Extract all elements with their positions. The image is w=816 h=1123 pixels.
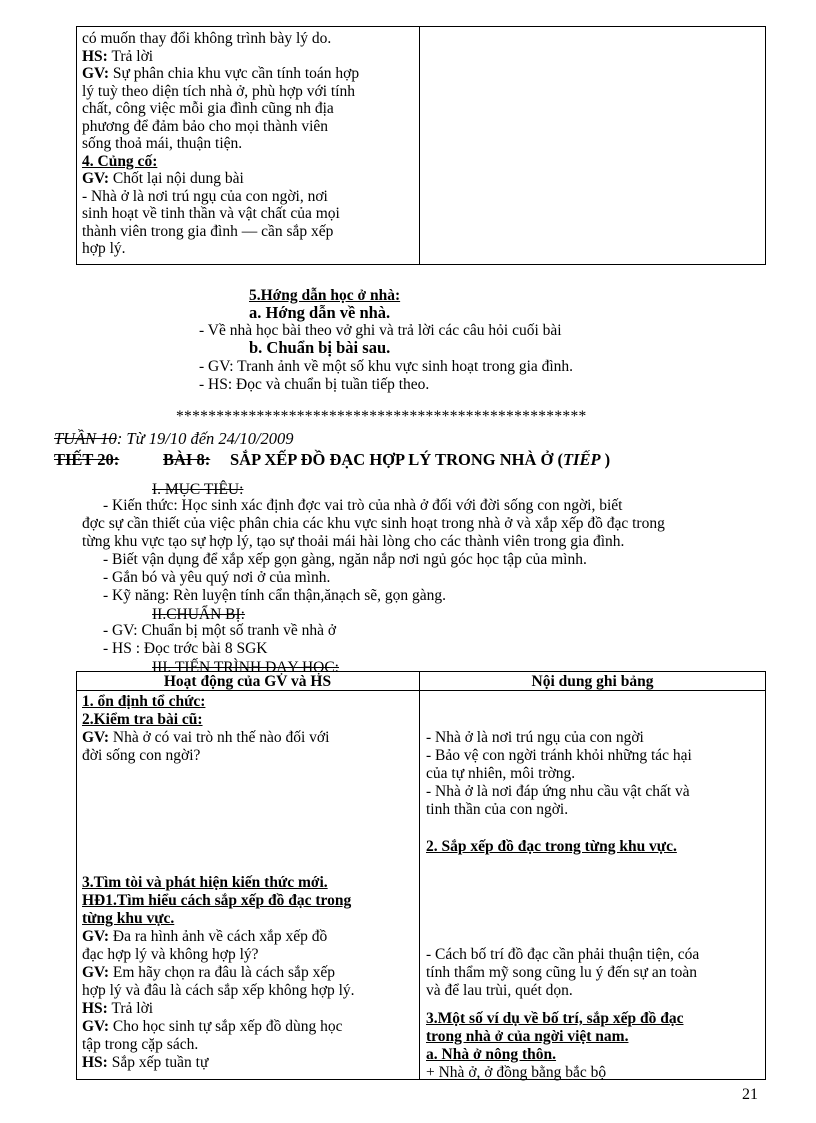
period-label: TIẾT 20:	[54, 450, 120, 469]
preparation-line: - GV: Chuẩn bị một số tranh về nhà ở	[103, 622, 337, 639]
text-line: hợp lý.	[82, 240, 126, 257]
col-header-board-content: Nội dung ghi bảng	[531, 673, 654, 690]
top-table-left-cell	[82, 30, 418, 258]
text-line: - Nhà ở là nơi trú ngụ của con ngời	[426, 729, 644, 746]
objectives-line: - Kỹ năng: Rèn luyện tính cẩn thận,ănạch sẽ, gọn gàng.	[103, 587, 447, 604]
consolidation-heading: 4. Củng cố:	[82, 152, 158, 170]
text-line: hợp lý và đâu là cách sắp xếp không hợp lý.	[82, 982, 355, 999]
text-line: GV: Sự phân chia khu vực cần tính toán hợp	[82, 65, 360, 82]
text-line: có muốn thay đổi không trình bày lý do.	[82, 30, 332, 47]
text-line: tính thẩm mỹ song cũng lu ý đến sự an toàn	[426, 964, 698, 981]
text-line: HS: Trả lời	[82, 1000, 154, 1017]
main-table-divider	[419, 671, 420, 1080]
text-line: sống thoả mái, thuận tiện.	[82, 135, 243, 152]
top-table-divider	[419, 26, 420, 265]
section-3-heading: trong nhà ở của ngời việt nam.	[426, 1028, 629, 1045]
text-line: - Nhà ở là nơi trú ngụ của con ngời, nơi	[82, 187, 328, 205]
text-line: GV: Cho học sinh tự sắp xếp đồ dùng học	[82, 1018, 343, 1035]
homework-line-b2: - HS: Đọc và chuẩn bị tuần tiếp theo.	[199, 376, 430, 393]
text-line: GV: Nhà ở có vai trò nh thế nào đối với	[82, 729, 330, 746]
objectives-line: đợc sự cần thiết của việc phân chia các khu vực sinh hoạt trong nhà ở và xắp xếp đồ đạc trong	[82, 515, 665, 532]
text-line: tập trong cặp sách.	[82, 1036, 199, 1053]
lesson-title: SẮP XẾP ĐỒ ĐẠC HỢP LÝ TRONG NHÀ Ở (TIẾP )	[230, 450, 611, 469]
homework-line-a: - Về nhà học bài theo vở ghi và trả lời các câu hỏi cuối bài	[199, 322, 562, 339]
homework-line-b1: - GV: Tranh ảnh về một số khu vực sinh hoạt trong gia đình.	[199, 358, 574, 375]
page-number: 21	[742, 1086, 758, 1103]
hd1-heading: từng khu vực.	[82, 910, 175, 927]
text-line: của tự nhiên, môi trờng.	[426, 765, 576, 782]
text-line: - Bảo vệ con ngời tránh khỏi những tác hại	[426, 747, 692, 764]
process-heading: III. TIẾN TRÌNH DẠY HỌC:	[152, 659, 339, 676]
preparation-line: - HS : Đọc trớc bài 8 SGK	[103, 640, 268, 657]
week-dates: : Từ 19/10 đến 24/10/2009	[116, 429, 294, 448]
col-header-activities: Hoạt động của GV và HS	[163, 673, 332, 690]
text-line: đạc hợp lý và không hợp lý?	[82, 946, 259, 963]
text-line: GV: Chốt lại nội dung bài	[82, 170, 244, 187]
text-line: GV: Em hãy chọn ra đâu là cách sắp xếp	[82, 964, 335, 981]
objectives-line: - Kiến thức: Học sinh xác định đợc vai trò của nhà ở đối với đời sống con ngời, biết	[103, 497, 623, 514]
subsection-a-heading: a. Nhà ở nông thôn.	[426, 1046, 557, 1063]
section-2-heading: 2. Sắp xếp đồ đạc trong từng khu vực.	[426, 838, 677, 855]
text-line: - Nhà ở là nơi đáp ứng nhu cầu vật chất và	[426, 783, 690, 800]
separator-stars: ***************************************************	[176, 408, 587, 425]
text-line: và để lau trùi, quét dọn.	[426, 982, 573, 999]
text-line: - Cách bố trí đồ đạc cần phải thuận tiện, cóa	[426, 946, 700, 963]
hd1-heading: HĐ1.Tìm hiểu cách sắp xếp đồ đạc trong	[82, 892, 352, 909]
stabilize-heading: 1. ổn định tổ chức:	[82, 693, 206, 710]
homework-heading: 5.Hớng dẫn học ở nhà:	[249, 287, 401, 304]
text-line: + Nhà ở, ở đồng bằng bắc bộ	[426, 1064, 607, 1081]
objectives-heading: I. MỤC TIÊU:	[152, 481, 244, 498]
week-line	[54, 430, 294, 448]
lesson-number: BÀI 8:	[163, 450, 211, 469]
week-label: TUẦN 10	[54, 429, 117, 448]
objectives-line: từng khu vực tạo sự hợp lý, tạo sự thoải mái hài lòng cho các thành viên trong gia đình.	[82, 533, 625, 550]
text-line: thành viên trong gia đình — cần sắp xếp	[82, 222, 334, 240]
text-line: chất, công việc mỗi gia đình cũng nh địa	[82, 100, 334, 117]
homework-sub-a: a. Hớng dẫn về nhà.	[249, 303, 391, 322]
text-line: phương để đảm bảo cho mọi thành viên	[82, 117, 329, 135]
objectives-line: - Biết vận dụng để xắp xếp gọn gàng, ngăn nắp nơi ngủ góc học tập của mình.	[103, 551, 587, 568]
explore-heading: 3.Tìm tòi và phát hiện kiến thức mới.	[82, 874, 328, 891]
text-line: HS: Trả lời	[82, 47, 154, 65]
text-line: tinh thần của con ngời.	[426, 801, 569, 818]
preparation-heading: II.CHUẨN BỊ:	[152, 606, 245, 623]
objectives-line: - Gắn bó và yêu quý nơi ở của mình.	[103, 569, 331, 586]
text-line: HS: Sắp xếp tuần tự	[82, 1054, 209, 1071]
homework-sub-b: b. Chuẩn bị bài sau.	[249, 338, 391, 357]
text-line: lý tuỳ theo diện tích nhà ở, phù hợp với tính	[82, 82, 355, 100]
section-3-heading: 3.Một số ví dụ về bố trí, sắp xếp đồ đạc	[426, 1010, 684, 1027]
text-line: đời sống con ngời?	[82, 747, 201, 764]
text-line: sinh hoạt về tinh thần và vật chất của mọi	[82, 205, 340, 222]
text-line: GV: Đa ra hình ảnh về cách xắp xếp đồ	[82, 928, 328, 945]
check-heading: 2.Kiểm tra bài cũ:	[82, 711, 203, 728]
